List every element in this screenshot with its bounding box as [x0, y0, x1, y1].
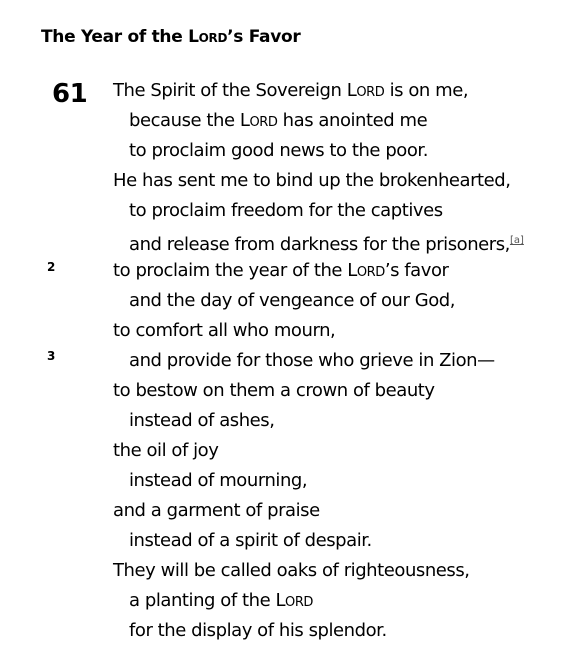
poem-line-2: because the Lord has anointed me	[129, 110, 428, 131]
poem-line-11: to bestow on them a crown of beauty	[113, 380, 435, 401]
poem-line-14: instead of mourning,	[129, 470, 308, 491]
heading-text-end: ’s Favor	[227, 27, 301, 47]
poem-line-7: to proclaim the year of the Lord’s favor	[113, 260, 449, 281]
poem-line-12: instead of ashes,	[129, 410, 275, 431]
poem-line-4: He has sent me to bind up the brokenhearted,	[113, 170, 511, 191]
poem-line-8: and the day of vengeance of our God,	[129, 290, 456, 311]
chapter-number: 61	[52, 79, 88, 109]
poem-line-16: instead of a spirit of despair.	[129, 530, 372, 551]
footnote-link-a[interactable]: [a]	[509, 235, 524, 246]
poem-line-18: a planting of the Lord	[129, 590, 313, 611]
poem-line-10: and provide for those who grieve in Zion—	[129, 350, 495, 371]
poem-line-13: the oil of joy	[113, 440, 219, 461]
verse-number-3: 3	[47, 349, 56, 363]
verse-number-2: 2	[47, 260, 56, 274]
poem-line-5: to proclaim freedom for the captives	[129, 200, 443, 221]
poem-line-9: to comfort all who mourn,	[113, 320, 336, 341]
poem-line-17: They will be called oaks of righteousness,	[113, 560, 470, 581]
poem-line-1: The Spirit of the Sovereign Lord is on me,	[113, 80, 469, 101]
poem-line-3: to proclaim good news to the poor.	[129, 140, 428, 161]
heading-text-start: The Year of the	[41, 27, 189, 47]
section-heading	[41, 27, 300, 47]
poem-line-15: and a garment of praise	[113, 500, 320, 521]
heading-lord: Lord	[188, 27, 228, 47]
poem-line-6: and release from darkness for the prisoners,[a]	[129, 234, 524, 255]
poem-line-19: for the display of his splendor.	[129, 620, 387, 641]
